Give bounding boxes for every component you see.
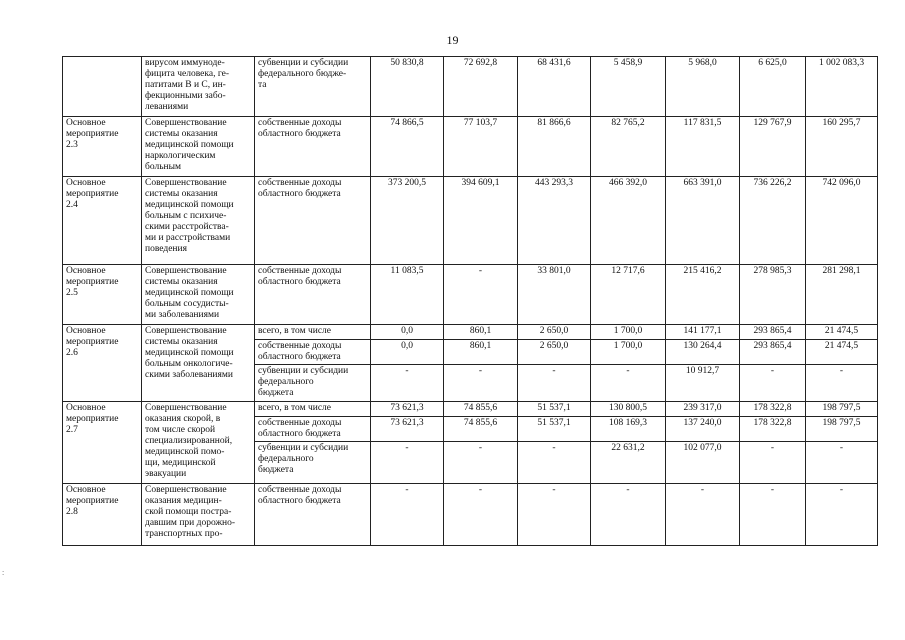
value-cell: 68 431,6 <box>518 57 591 117</box>
value-cell: - <box>444 365 518 402</box>
description-cell <box>142 117 255 177</box>
value-cell: 10 912,7 <box>666 365 740 402</box>
funding-source-line: областного бюджета <box>258 189 341 199</box>
funding-source-line: бюджета <box>258 388 294 398</box>
event-line: Основное <box>66 403 106 413</box>
table-row <box>63 57 878 117</box>
funding-source-cell <box>255 417 371 442</box>
description-line: больным <box>145 162 182 172</box>
description-line: щи, медицинской <box>145 458 216 468</box>
value-cell: 50 830,8 <box>371 57 444 117</box>
event-line: Основное <box>66 326 106 336</box>
event-line: 2.3 <box>66 140 78 150</box>
value-cell: 178 322,8 <box>740 417 806 442</box>
budget-table <box>62 56 878 546</box>
event-line: Основное <box>66 118 106 128</box>
event-line: мероприятие <box>66 277 119 287</box>
scan-edge-mark: : <box>2 568 5 577</box>
value-cell: - <box>371 442 444 484</box>
event-cell <box>63 402 142 484</box>
description-line: Совершенствование <box>145 485 227 495</box>
value-cell: 663 391,0 <box>666 177 740 265</box>
value-cell: - <box>518 365 591 402</box>
value-cell: 293 865,4 <box>740 340 806 365</box>
event-line: мероприятие <box>66 496 119 506</box>
funding-source-cell <box>255 177 371 265</box>
value-cell: 21 474,5 <box>806 340 878 365</box>
value-cell: 11 083,5 <box>371 265 444 325</box>
value-cell: 742 096,0 <box>806 177 878 265</box>
value-cell: - <box>806 484 878 546</box>
description-line: больным сосудисты- <box>145 299 229 309</box>
description-cell <box>142 325 255 402</box>
funding-source-line: областного бюджета <box>258 277 341 287</box>
value-cell: 860,1 <box>444 325 518 340</box>
value-cell: 860,1 <box>444 340 518 365</box>
value-cell: - <box>666 484 740 546</box>
value-cell: 137 240,0 <box>666 417 740 442</box>
funding-source-line: всего, в том числе <box>258 326 332 336</box>
funding-source-line: областного бюджета <box>258 496 341 506</box>
value-cell: 130 264,4 <box>666 340 740 365</box>
value-cell: 2 650,0 <box>518 340 591 365</box>
value-cell: 51 537,1 <box>518 417 591 442</box>
funding-source-line: федерального бюдже- <box>258 69 347 79</box>
value-cell: 6 625,0 <box>740 57 806 117</box>
value-cell: - <box>371 484 444 546</box>
description-line: больным онкологиче- <box>145 359 233 369</box>
value-cell: 293 865,4 <box>740 325 806 340</box>
value-cell: 22 631,2 <box>591 442 666 484</box>
value-cell: - <box>806 442 878 484</box>
description-line: скими заболеваниями <box>145 370 233 380</box>
description-line: медицинской помощи <box>145 288 234 298</box>
description-line: медицинской помощи <box>145 200 234 210</box>
description-line: скими расстройства- <box>145 222 229 232</box>
value-cell: 5 968,0 <box>666 57 740 117</box>
description-line: фекционными забо- <box>145 91 226 101</box>
value-cell: - <box>806 365 878 402</box>
value-cell: 33 801,0 <box>518 265 591 325</box>
event-line: 2.4 <box>66 200 78 210</box>
description-line: Совершенствование <box>145 403 227 413</box>
funding-source-line: бюджета <box>258 465 294 475</box>
value-cell: 198 797,5 <box>806 402 878 417</box>
event-line: мероприятие <box>66 129 119 139</box>
description-cell <box>142 402 255 484</box>
value-cell: 73 621,3 <box>371 402 444 417</box>
value-cell: 178 322,8 <box>740 402 806 417</box>
description-line: системы оказания <box>145 337 218 347</box>
value-cell: 74 866,5 <box>371 117 444 177</box>
description-line: эвакуации <box>145 469 187 479</box>
event-line: Основное <box>66 178 106 188</box>
description-line: наркологическим <box>145 151 216 161</box>
page-number: 19 <box>446 33 459 47</box>
funding-source-cell <box>255 402 371 417</box>
value-cell: 130 800,5 <box>591 402 666 417</box>
funding-source-line: субвенции и субсидии <box>258 58 349 68</box>
funding-source-line: федерального <box>258 377 314 387</box>
value-cell: 5 458,9 <box>591 57 666 117</box>
value-cell: 1 700,0 <box>591 340 666 365</box>
description-line: леваниями <box>145 102 189 112</box>
description-line: давшим при дорожно- <box>145 518 236 528</box>
value-cell: - <box>591 484 666 546</box>
funding-source-line: областного бюджета <box>258 352 341 362</box>
description-cell <box>142 177 255 265</box>
event-line: Основное <box>66 266 106 276</box>
description-line: Совершенствование <box>145 118 227 128</box>
funding-source-line: субвенции и субсидии <box>258 366 349 376</box>
event-cell <box>63 484 142 546</box>
value-cell: 0,0 <box>371 325 444 340</box>
funding-source-cell <box>255 265 371 325</box>
funding-source-cell <box>255 365 371 402</box>
value-cell: 51 537,1 <box>518 402 591 417</box>
description-line: транспортных про- <box>145 529 223 539</box>
event-line: 2.5 <box>66 288 78 298</box>
value-cell: 373 200,5 <box>371 177 444 265</box>
description-line: Совершенствование <box>145 326 227 336</box>
funding-source-line: собственные доходы <box>258 118 342 128</box>
value-cell: 12 717,6 <box>591 265 666 325</box>
description-line: вирусом иммуноде- <box>145 58 225 68</box>
description-line: патитами В и С, ин- <box>145 80 226 90</box>
table-row <box>63 325 878 340</box>
value-cell: 239 317,0 <box>666 402 740 417</box>
event-cell <box>63 117 142 177</box>
value-cell: 82 765,2 <box>591 117 666 177</box>
description-line: больным с психиче- <box>145 211 227 221</box>
value-cell: 215 416,2 <box>666 265 740 325</box>
value-cell: - <box>444 265 518 325</box>
value-cell: 466 392,0 <box>591 177 666 265</box>
description-cell <box>142 57 255 117</box>
value-cell: - <box>444 442 518 484</box>
funding-source-line: собственные доходы <box>258 178 342 188</box>
value-cell: 160 295,7 <box>806 117 878 177</box>
value-cell: 117 831,5 <box>666 117 740 177</box>
description-line: медицинской помощи <box>145 140 234 150</box>
description-line: системы оказания <box>145 189 218 199</box>
value-cell: - <box>444 484 518 546</box>
funding-source-line: всего, в том числе <box>258 403 332 413</box>
value-cell: 278 985,3 <box>740 265 806 325</box>
value-cell: - <box>518 484 591 546</box>
description-line: специализированной, <box>145 436 233 446</box>
event-cell <box>63 177 142 265</box>
event-line: мероприятие <box>66 337 119 347</box>
value-cell: 77 103,7 <box>444 117 518 177</box>
description-line: ми заболеваниями <box>145 310 220 320</box>
value-cell: 72 692,8 <box>444 57 518 117</box>
description-line: оказания медицин- <box>145 496 222 506</box>
value-cell: 141 177,1 <box>666 325 740 340</box>
description-cell <box>142 265 255 325</box>
event-cell <box>63 57 142 117</box>
table-row <box>63 117 878 177</box>
funding-source-line: областного бюджета <box>258 429 341 439</box>
event-line: 2.8 <box>66 507 78 517</box>
value-cell: 736 226,2 <box>740 177 806 265</box>
value-cell: 443 293,3 <box>518 177 591 265</box>
value-cell: 108 169,3 <box>591 417 666 442</box>
event-line: Основное <box>66 485 106 495</box>
description-line: медицинской помощи <box>145 348 234 358</box>
funding-source-line: федерального <box>258 454 314 464</box>
funding-source-cell <box>255 340 371 365</box>
value-cell: 74 855,6 <box>444 402 518 417</box>
event-line: мероприятие <box>66 189 119 199</box>
value-cell: 73 621,3 <box>371 417 444 442</box>
description-line: ми и расстройствами <box>145 233 231 243</box>
table-row <box>63 484 878 546</box>
value-cell: - <box>371 365 444 402</box>
description-line: медицинской помо- <box>145 447 225 457</box>
table-row <box>63 177 878 265</box>
funding-source-cell <box>255 325 371 340</box>
event-line: 2.7 <box>66 425 78 435</box>
table-row <box>63 402 878 417</box>
value-cell: - <box>591 365 666 402</box>
funding-source-cell <box>255 484 371 546</box>
funding-source-line: собственные доходы <box>258 266 342 276</box>
funding-source-line: собственные доходы <box>258 341 342 351</box>
funding-source-line: та <box>258 80 267 90</box>
value-cell: - <box>740 484 806 546</box>
description-line: Совершенствование <box>145 178 227 188</box>
funding-source-line: собственные доходы <box>258 485 342 495</box>
value-cell: 394 609,1 <box>444 177 518 265</box>
value-cell: 198 797,5 <box>806 417 878 442</box>
description-line: ской помощи постра- <box>145 507 232 517</box>
value-cell: 281 298,1 <box>806 265 878 325</box>
value-cell: 74 855,6 <box>444 417 518 442</box>
value-cell: - <box>518 442 591 484</box>
event-line: 2.6 <box>66 348 78 358</box>
value-cell: - <box>740 442 806 484</box>
event-cell <box>63 265 142 325</box>
value-cell: 0,0 <box>371 340 444 365</box>
funding-source-line: собственные доходы <box>258 418 342 428</box>
description-line: поведения <box>145 244 187 254</box>
description-line: Совершенствование <box>145 266 227 276</box>
value-cell: 81 866,6 <box>518 117 591 177</box>
value-cell: - <box>740 365 806 402</box>
description-line: оказания скорой, в <box>145 414 221 424</box>
value-cell: 129 767,9 <box>740 117 806 177</box>
funding-source-line: субвенции и субсидии <box>258 443 349 453</box>
funding-source-line: областного бюджета <box>258 129 341 139</box>
value-cell: 21 474,5 <box>806 325 878 340</box>
description-cell <box>142 484 255 546</box>
value-cell: 102 077,0 <box>666 442 740 484</box>
description-line: системы оказания <box>145 129 218 139</box>
value-cell: 1 002 083,3 <box>806 57 878 117</box>
event-line: мероприятие <box>66 414 119 424</box>
value-cell: 1 700,0 <box>591 325 666 340</box>
funding-source-cell <box>255 442 371 484</box>
funding-source-cell <box>255 57 371 117</box>
event-cell <box>63 325 142 402</box>
funding-source-cell <box>255 117 371 177</box>
table-row <box>63 265 878 325</box>
description-line: фицита человека, ге- <box>145 69 229 79</box>
description-line: том числе скорой <box>145 425 216 435</box>
description-line: системы оказания <box>145 277 218 287</box>
value-cell: 2 650,0 <box>518 325 591 340</box>
